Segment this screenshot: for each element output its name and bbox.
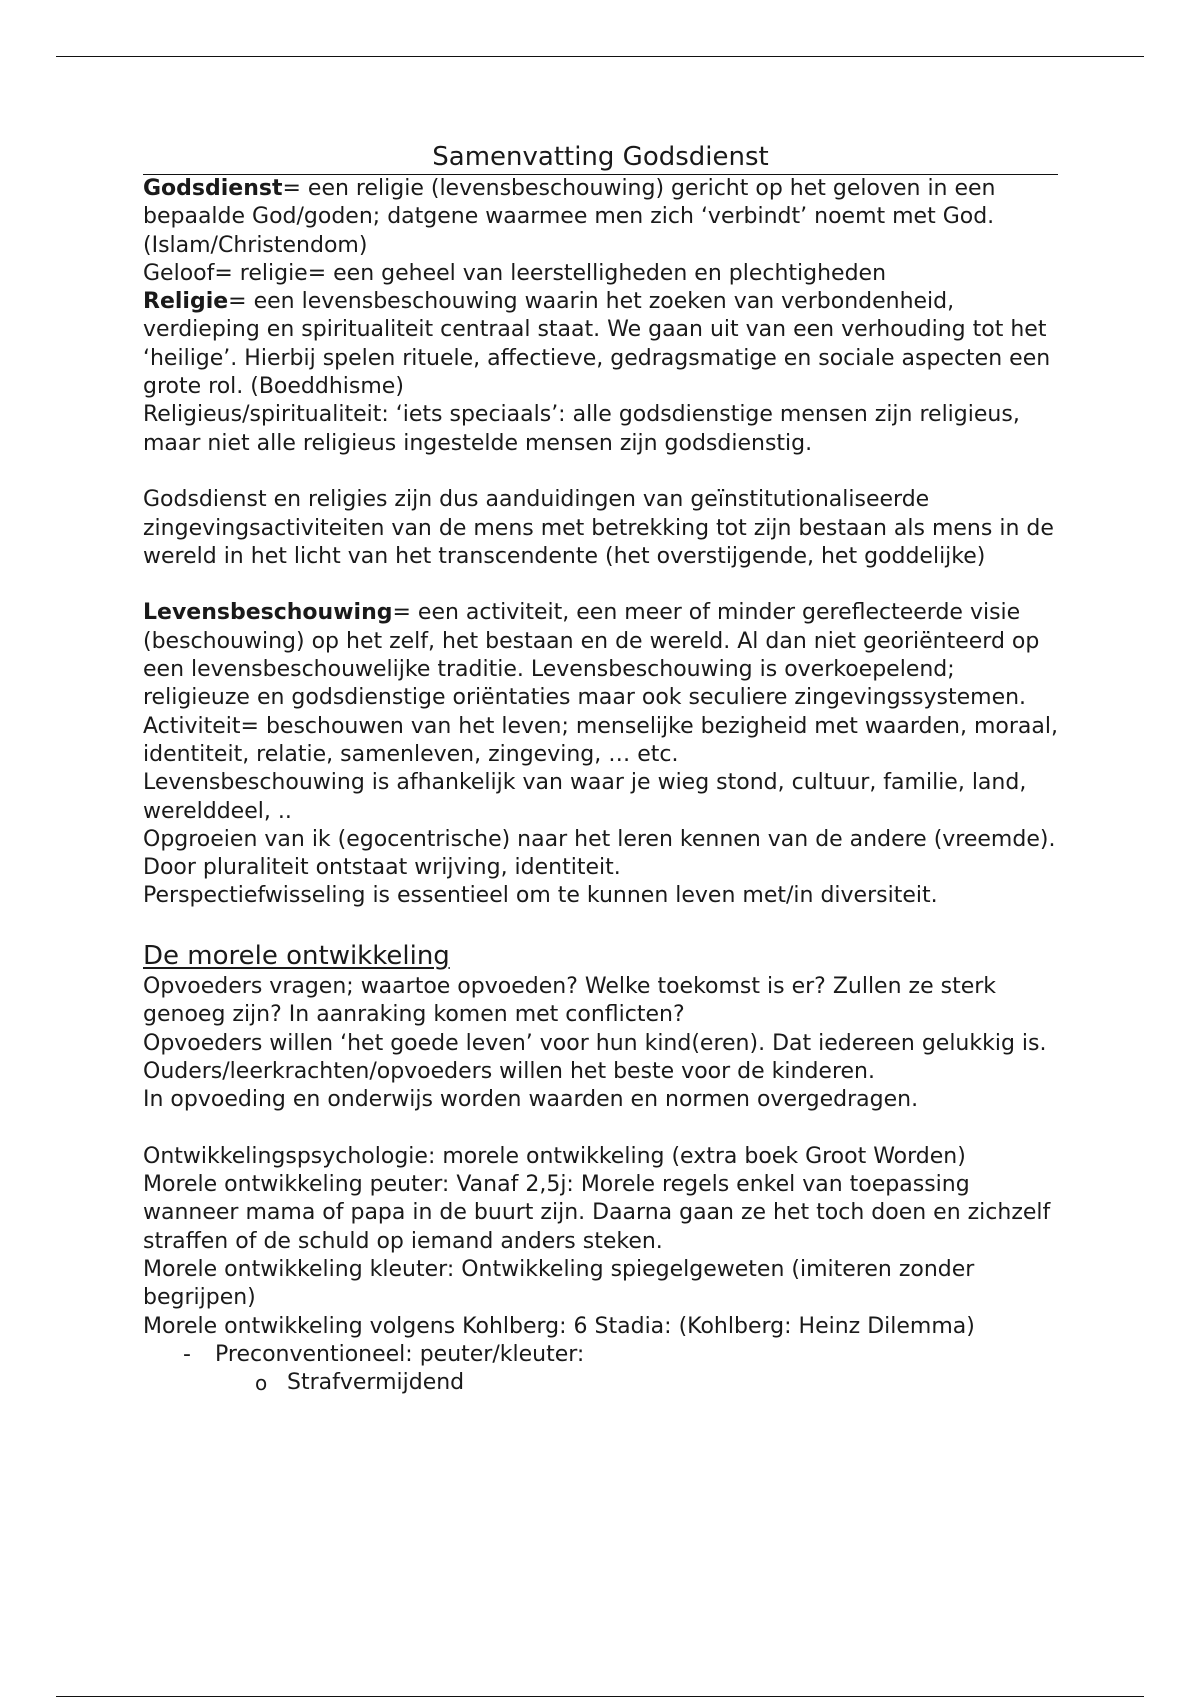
list-item (183, 1341, 1058, 1398)
paragraph-opvoeders-vragen: Opvoeders vragen; waartoe opvoeden? Welke toekomst is er? Zullen ze sterk genoeg zijn? In aanraking komen met conflicten? (143, 974, 997, 1028)
header-rule (56, 56, 1144, 57)
paragraph-activiteit: Activiteit= beschouwen van het leven; menselijke bezigheid met waarden, moraal, identiteit, relatie, samenleven, zingeving, … etc. (143, 713, 1058, 767)
spacer (143, 571, 1058, 599)
term-godsdienst: Godsdienst (143, 176, 283, 201)
kohlberg-list (143, 1341, 1058, 1398)
definition-religie: = een levensbeschouwing waarin het zoeken van verbondenheid, verdieping en spiritualiteit centraal staat. We gaan uit van een verhouding tot het ‘heilige’. Hierbij spelen rituele, affectieve, gedragsmatige en sociale aspecten een grote rol. (Boeddhisme) (143, 289, 1051, 400)
paragraph-religieus: Religieus/spiritualiteit: ‘iets speciaals’: alle godsdienstige mensen zijn religieus, maar niet alle religieus ingestelde mensen zijn godsdienstig. (143, 402, 1020, 456)
circle-bullet-icon: o (255, 1371, 268, 1396)
spacer (143, 911, 1058, 939)
paragraph-levensbeschouwing (143, 599, 1058, 712)
definition-godsdienst: = een religie (levensbeschouwing) gericht op het geloven in een bepaalde God/goden; datgene waarmee men zich ‘verbindt’ noemt met God. (Islam/Christendom) (143, 176, 996, 258)
paragraph-waarden-normen: In opvoeding en onderwijs worden waarden en normen overgedragen. (143, 1087, 919, 1113)
dash-bullet-icon: - (183, 1341, 191, 1367)
paragraph-opgroeien: Opgroeien van ik (egocentrische) naar het leren kennen van de andere (vreemde). (143, 826, 1056, 852)
paragraph-peuter: Morele ontwikkeling peuter: Vanaf 2,5j: Morele regels enkel van toepassing wanneer mama of papa in de buurt zijn. Daarna gaan ze het toch doen en zichzelf straffen of de schuld op iemand anders steken. (143, 1172, 1051, 1254)
paragraph-godsdienst-religies: Godsdienst en religies zijn dus aanduidingen van geïnstitutionaliseerde zingevingsactiviteiten van de mens met betrekking tot zijn bestaan als mens in de wereld in het licht van het transcendente (het overstijgende, het goddelijke) (143, 487, 1054, 569)
sub-list-item (255, 1369, 1058, 1397)
paragraph-godsdienst (143, 175, 1058, 260)
section-heading-morele-ontwikkeling: De morele ontwikkeling (143, 941, 450, 972)
document-body (143, 140, 1058, 1397)
definition-levensbeschouwing: = een activiteit, een meer of minder gereflecteerde visie (beschouwing) op het zelf, het bestaan en de wereld. Al dan niet georiënteerd op een levensbeschouwelijke traditie. Levensbeschouwing is overkoepelend; religieuze en godsdienstige oriëntaties maar ook seculiere zingevingssystemen. (143, 600, 1040, 711)
sub-list-item-text: Strafvermijdend (287, 1370, 465, 1396)
page-title: Samenvatting Godsdienst (143, 140, 1058, 175)
paragraph-afhankelijk: Levensbeschouwing is afhankelijk van waar je wieg stond, cultuur, familie, land, werelddeel, .. (143, 770, 1027, 824)
spacer (143, 458, 1058, 486)
term-levensbeschouwing: Levensbeschouwing (143, 600, 393, 626)
spacer (143, 1115, 1058, 1143)
paragraph-goede-leven: Opvoeders willen ‘het goede leven’ voor hun kind(eren). Dat iedereen gelukkig is. (143, 1030, 1047, 1056)
list-item-text: Preconventioneel: peuter/kleuter: (215, 1341, 585, 1367)
footer-rule (56, 1696, 1144, 1697)
sub-list (215, 1369, 1058, 1397)
paragraph-ontwikkelingspsychologie: Ontwikkelingspsychologie: morele ontwikkeling (extra boek Groot Worden) (143, 1143, 966, 1169)
paragraph-kohlberg: Morele ontwikkeling volgens Kohlberg: 6 Stadia: (Kohlberg: Heinz Dilemma) (143, 1313, 975, 1339)
term-religie: Religie (143, 289, 229, 315)
paragraph-pluraliteit: Door pluraliteit ontstaat wrijving, identiteit. (143, 855, 621, 881)
paragraph-perspectiefwisseling: Perspectiefwisseling is essentieel om te kunnen leven met/in diversiteit. (143, 883, 938, 909)
paragraph-kleuter: Morele ontwikkeling kleuter: Ontwikkeling spiegelgeweten (imiteren zonder begrijpen) (143, 1256, 975, 1311)
paragraph-geloof: Geloof= religie= een geheel van leerstelligheden en plechtigheden (143, 260, 887, 286)
paragraph-religie (143, 288, 1058, 401)
paragraph-beste: Ouders/leerkrachten/opvoeders willen het beste voor de kinderen. (143, 1058, 875, 1084)
